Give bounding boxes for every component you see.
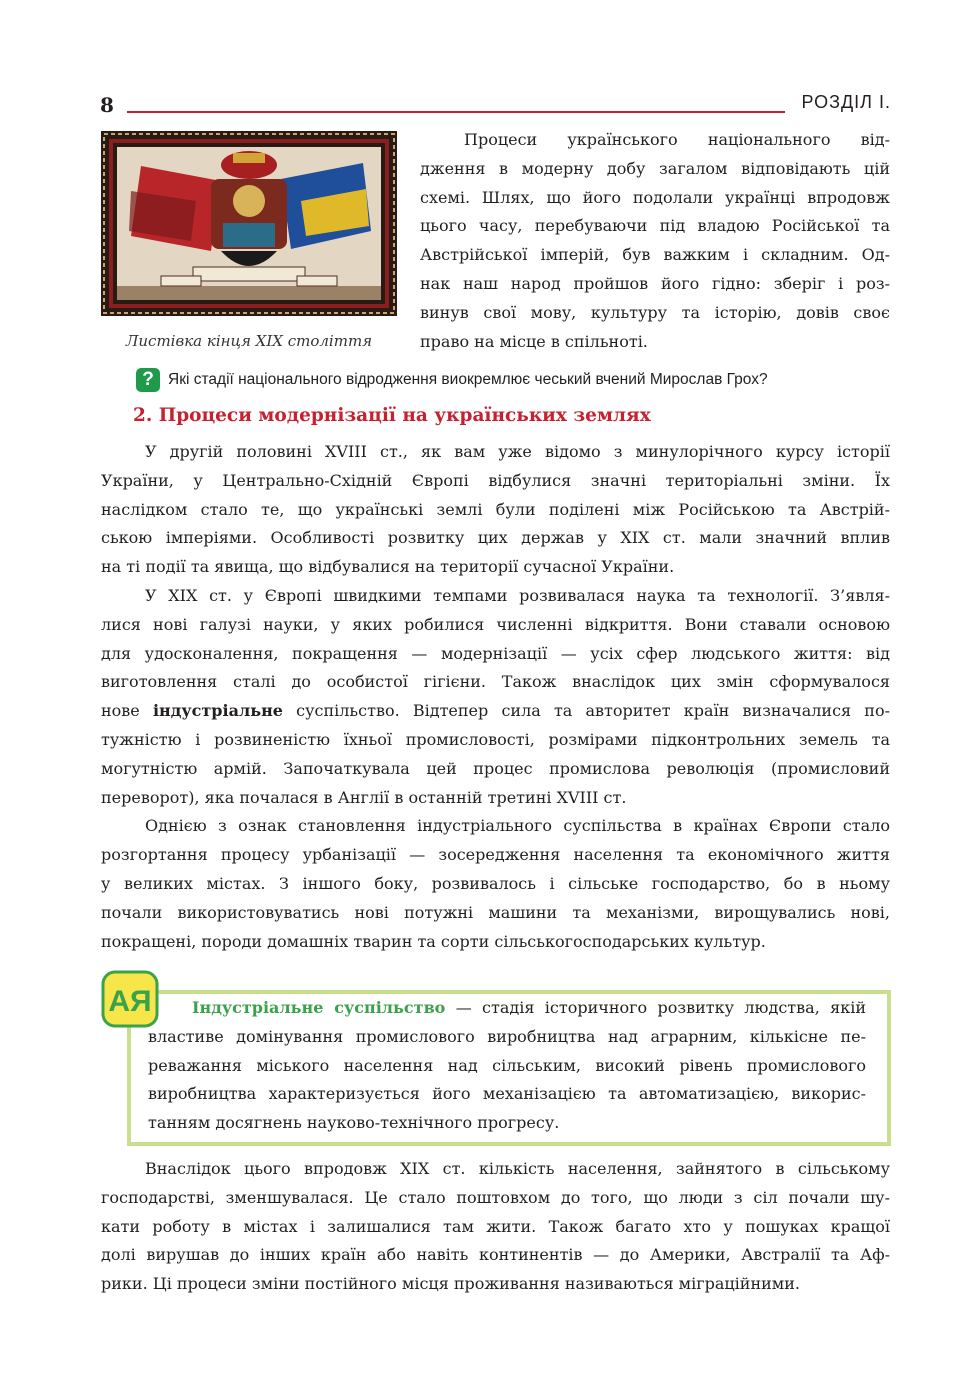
text-line: схемі. Шлях, що його подолали українці впродовж	[420, 187, 890, 207]
text-line: Процеси українського національного від-	[464, 130, 890, 149]
text-line: кати роботу в містах і залишалися там жити. Також багато хто у пошуках кращої	[101, 1216, 890, 1236]
text-line: на ті події та явища, що відбувалися на території сучасної України.	[101, 557, 675, 577]
text-line: реважання міського населення над сільським, високий рівень промислового	[148, 1055, 866, 1075]
text-line: господарстві, зменшувалася. Це стало поштовхом до того, що люди з сіл почали шу-	[101, 1187, 890, 1207]
page-number: 8	[100, 93, 114, 117]
text-line: цього часу, перебуваючи під владою Російської та	[420, 216, 890, 236]
text-line: могутністю армій. Започаткувала цей процес промислова революція (промисловий	[101, 758, 890, 778]
section-title: 2. Процеси модернізації на українських землях	[133, 405, 651, 426]
definition-text	[148, 994, 866, 1138]
illustration-caption: Листівка кінця ХІХ століття	[125, 332, 373, 350]
glossary-icon-text: АЯ	[108, 985, 152, 1018]
text-line: України, у Центрально-Східній Європі відбулися значні територіальні зміни. Їх	[101, 470, 890, 490]
text-line: нак наш народ пройшов його гідно: зберіг і роз-	[420, 273, 890, 293]
text-line	[148, 994, 866, 1023]
text-line: дження в модерну добу загалом відповідають цій	[420, 158, 890, 178]
question-mark-icon: ?	[136, 368, 160, 392]
question-block	[136, 368, 896, 392]
text-line: У XIX ст. у Європі швидкими темпами розвивалася наука та технології. З’явля-	[145, 585, 890, 605]
text-line: виготовлення сталі до особистої гігієни. Також внаслідок цих змін сформувалося	[101, 672, 890, 692]
text-line: У другій половині XVIII ст., як вам уже відомо з минулорічного курсу історії	[145, 442, 890, 461]
text-line: почали використовуватись нові потужні машини та механізми, вирощувались нові,	[101, 902, 890, 922]
text-line: Однією з ознак становлення індустріального суспільства в країнах Європи стало	[145, 816, 890, 836]
text-line: для удосконалення, покращення — модернізації — усіх сфер людського життя: від	[101, 643, 890, 663]
text-line: покращені, породи домашніх тварин та сорти сільськогосподарських культур.	[101, 931, 766, 951]
header-rule	[127, 111, 785, 113]
text-line: долі вирушав до інших країн або навіть континентів — до Америки, Австралії та Аф-	[101, 1245, 890, 1265]
text-span: суспільство. Відтепер сила та авторитет країн визначалися по-	[282, 701, 890, 721]
text-line: Австрійської імперій, був важким і складним. Од-	[420, 245, 890, 265]
text-line: властиве домінування промислового виробництва над аграрним, кількісне пе-	[148, 1026, 866, 1046]
text-line: ською імперіями. Особливості розвитку цих держав у XIX ст. мали значний вплив	[101, 528, 890, 548]
final-paragraph	[101, 1155, 890, 1299]
text-line: Внаслідок цього впродовж XIX ст. кількість населення, зайнятого в сільському	[145, 1159, 890, 1178]
postcard-illustration	[101, 131, 397, 316]
intro-paragraph	[420, 126, 890, 356]
question-text: Які стадії національного відродження виокремлює чеський вчений Мирослав Грох?	[168, 371, 768, 388]
bold-term: індустріальне	[152, 701, 283, 721]
text-line: переворот), яка почалася в Англії в останній третині XVIII ст.	[101, 787, 627, 807]
text-span: — стадія історичного розвитку людства, якій	[445, 998, 866, 1017]
text-line: розгортання процесу урбанізації — зосередження населення та економічного життя	[101, 845, 890, 865]
text-line: виробництва характеризується його механізацією та автоматизацією, викорис-	[148, 1084, 866, 1104]
text-line: право на місце в спільноті.	[420, 331, 648, 351]
text-line: наслідком стало те, що українські землі були поділені між Російською та Австрій-	[101, 499, 890, 519]
definition-term: Індустріальне суспільство	[192, 998, 446, 1017]
text-line: лися нові галузі науки, у яких робилися численні відкриття. Вони ставали основою	[101, 614, 890, 634]
text-span: нове	[101, 701, 153, 721]
text-line: тужністю і розвиненістю їхньої промисловості, розмірами підконтрольних земель та	[101, 729, 890, 749]
text-line: рики. Ці процеси зміни постійного місця проживання називаються міграційними.	[101, 1274, 800, 1294]
body-paragraphs	[101, 438, 890, 956]
text-line: винув свої мову, культуру та історію, довів своє	[420, 302, 890, 322]
section-label: РОЗДІЛ І.	[801, 92, 891, 112]
text-line: у великих містах. З іншого боку, розвивалось і сільське господарство, бо в ньому	[101, 873, 890, 893]
text-line	[101, 697, 890, 726]
text-line: танням досягнень науково-технічного прогресу.	[148, 1113, 560, 1133]
